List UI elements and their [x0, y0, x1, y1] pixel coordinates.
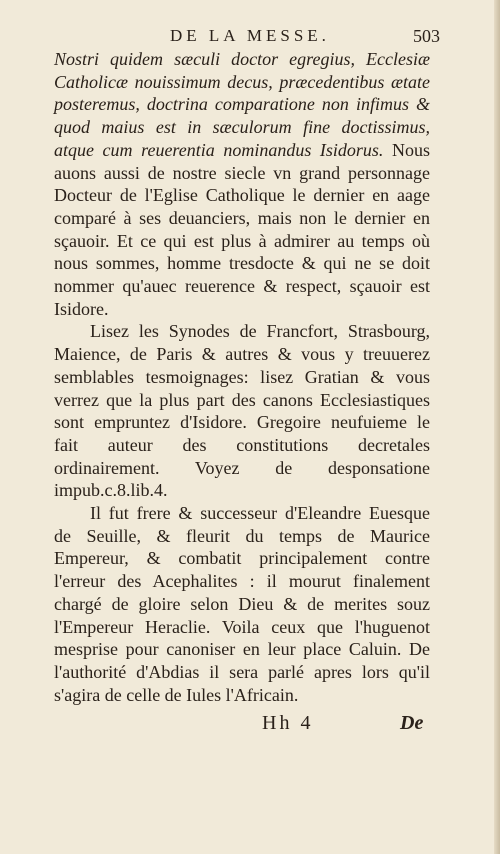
paragraph-synodes — [54, 320, 430, 502]
body-text — [54, 48, 430, 706]
running-head: DE LA MESSE. — [170, 26, 330, 45]
paragraph-text: Il fut frere & successeur d'Eleandre Euesque de Seuille, & fleurit du temps de Maurice Empereur, & combatit principalement contre l'erreur des Acephalites : il mourut finalement chargé de gloire selon Dieu & de merites souz l'Empereur Heraclie. Voila ceux que l'huguenot mesprise pour canoniser en leur place Caluin. De l'authorité d'Abdias il sera parlé apres lors qu'il s'agira de celle de Iules l'Africain. — [54, 503, 430, 705]
paragraph-text: Nous auons aussi de nostre siecle vn grand personnage Docteur de l'Eglise Catholique le dernier en aage comparé à ses deuanciers, mais non le dernier en sçauoir. Et ce qui est plus à admirer au temps où nous sommes, homme tresdocte & qui ne se doit nommer qu'auec reuerence & respect, sçauoir est Isidore. — [54, 139, 430, 319]
page-number: 503 — [413, 26, 440, 46]
catchword: De — [400, 712, 424, 734]
paragraph-biography — [54, 502, 430, 706]
page-footer — [0, 712, 500, 738]
page-edge-shadow — [494, 0, 500, 854]
paragraph-isidore-quote — [54, 48, 430, 320]
signature-mark: Hh 4 — [262, 712, 314, 734]
latin-quotation: Nostri quidem sæculi doctor egregius, Ecclesiæ Catholicæ nouissimum decus, præcedentibus ætate posteremus, doctrina comparatione non infimus & quod maius est in sæculorum fine doctissimus, atque cum reuerentia nominandus Isidorus. — [54, 49, 430, 160]
paragraph-text: Lisez les Synodes de Francfort, Strasbourg, Maience, de Paris & autres & vous y treuuerez semblables tesmoignages: lisez Gratian & vous verrez que la plus part des canons Ecclesiastiques sont empruntez d'Isidore. Gregoire neufuieme le fait auteur des constitutions decretales ordinairement. Voyez de desponsatione impub.c.8.lib.4. — [54, 321, 430, 501]
